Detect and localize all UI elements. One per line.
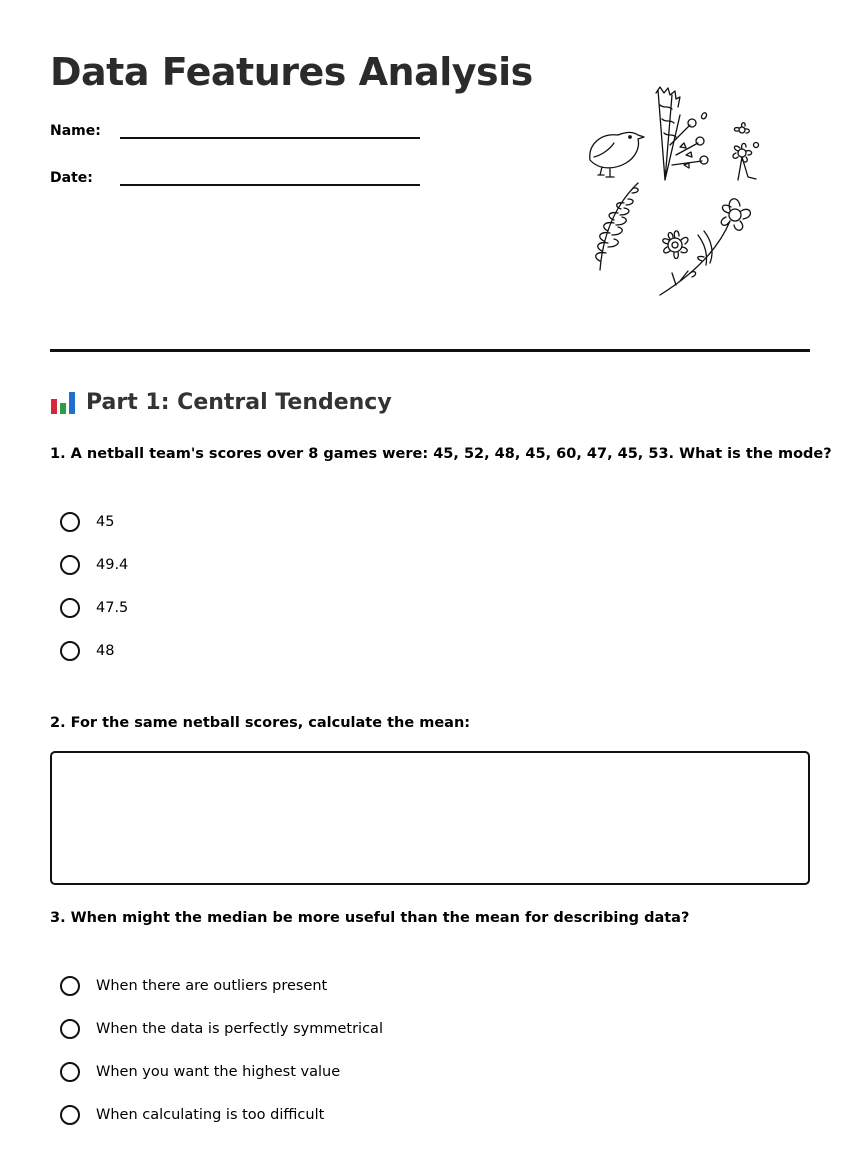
radio-button-icon[interactable]: [60, 641, 80, 661]
question-2-text: 2. For the same netball scores, calculate the mean:: [50, 715, 471, 731]
q1-option-4[interactable]: [60, 629, 128, 672]
q1-option-2[interactable]: [60, 543, 128, 586]
fern-icon: [596, 183, 638, 270]
question-1-text: 1. A netball team's scores over 8 games were: 45, 52, 48, 45, 60, 47, 45, 53. What is the mode?: [50, 446, 832, 462]
radio-button-icon[interactable]: [60, 598, 80, 618]
radio-button-icon[interactable]: [60, 1019, 80, 1039]
section-title-part-1: [50, 389, 392, 415]
q3-option-1-label: When there are outliers present: [96, 977, 328, 994]
q3-option-2[interactable]: [60, 1007, 383, 1050]
name-label: Name:: [50, 123, 101, 139]
section-title-text: Part 1: Central Tendency: [86, 389, 392, 415]
radio-button-icon[interactable]: [60, 1105, 80, 1125]
date-input-line[interactable]: [120, 184, 420, 186]
radio-button-icon[interactable]: [60, 512, 80, 532]
page-title: Data Features Analysis: [50, 50, 533, 94]
bird-icon: [590, 132, 644, 177]
q3-option-3-label: When you want the highest value: [96, 1063, 341, 1080]
small-daisy-icon: [733, 123, 759, 180]
question-1-options: [60, 500, 128, 672]
radio-button-icon[interactable]: [60, 555, 80, 575]
header-divider: [50, 349, 810, 352]
q1-option-4-label: 48: [96, 642, 115, 659]
q3-option-4-label: When calculating is too difficult: [96, 1106, 325, 1123]
q3-option-3[interactable]: [60, 1050, 383, 1093]
q1-option-3-label: 47.5: [96, 599, 129, 616]
date-field-row: [50, 170, 430, 200]
q3-option-2-label: When the data is perfectly symmetrical: [96, 1020, 383, 1037]
q1-option-3[interactable]: [60, 586, 128, 629]
q3-option-4[interactable]: [60, 1093, 383, 1136]
q1-option-1[interactable]: [60, 500, 128, 543]
sunflower-icon: [663, 231, 688, 259]
radio-button-icon[interactable]: [60, 1062, 80, 1082]
radio-button-icon[interactable]: [60, 976, 80, 996]
question-3-text: 3. When might the median be more useful than the mean for describing data?: [50, 910, 690, 926]
q1-option-1-label: 45: [96, 513, 115, 530]
tall-flower-icon: [656, 87, 708, 180]
flowers-and-bird-illustration: [580, 85, 770, 300]
q3-option-1[interactable]: [60, 964, 383, 1007]
name-field-row: [50, 123, 430, 153]
question-3-options: [60, 964, 383, 1136]
name-input-line[interactable]: [120, 137, 420, 139]
question-2-answer-box[interactable]: [50, 751, 810, 885]
bar-chart-icon: [50, 389, 76, 415]
date-label: Date:: [50, 170, 93, 186]
q1-option-2-label: 49.4: [96, 556, 129, 573]
